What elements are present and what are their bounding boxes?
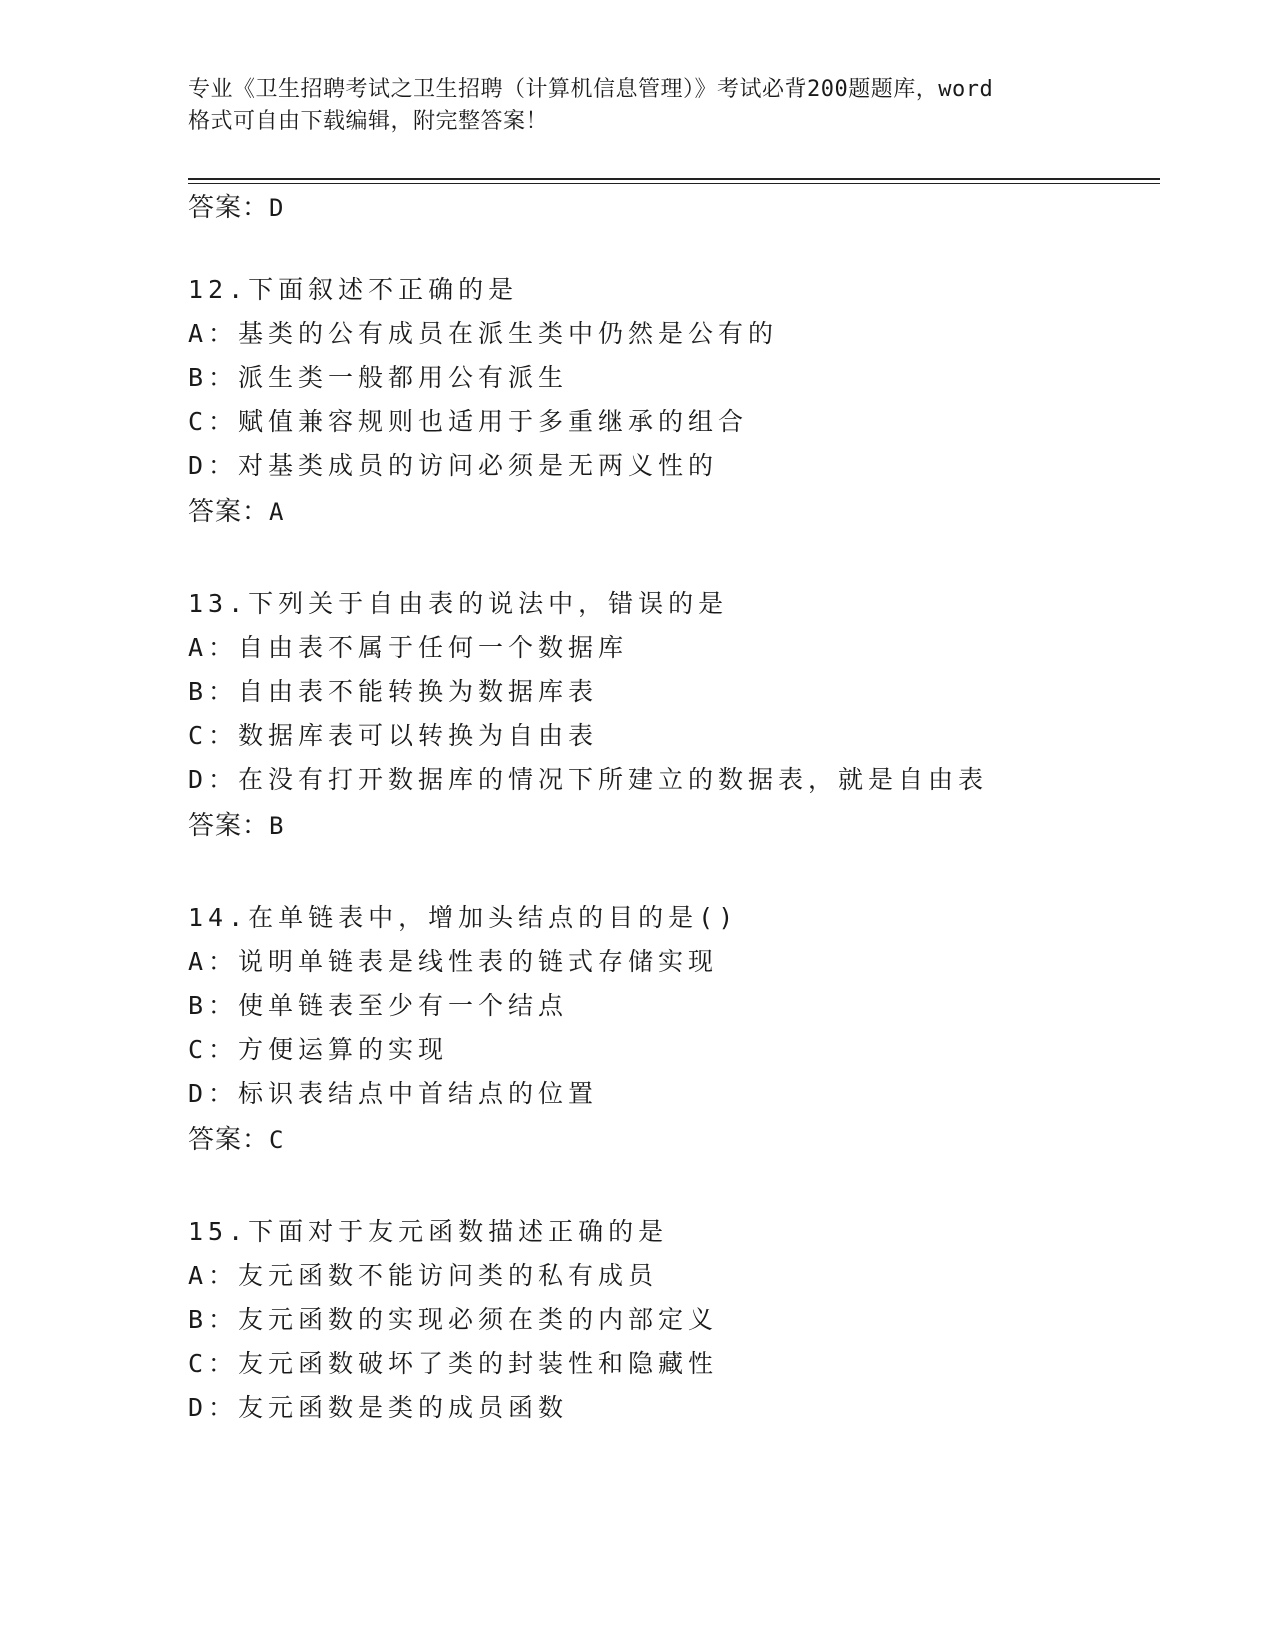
option-b: B：使单链表至少有一个结点 — [188, 991, 569, 1020]
answer-value: B — [269, 812, 285, 840]
header-divider-thin — [188, 183, 1160, 184]
question-text: 12.下面叙述不正确的是 — [188, 275, 519, 304]
option-a: A：友元函数不能访问类的私有成员 — [188, 1261, 659, 1290]
answer — [188, 1122, 284, 1158]
option-d: D：在没有打开数据库的情况下所建立的数据表，就是自由表 — [188, 765, 989, 794]
option-a: A：说明单链表是线性表的链式存储实现 — [188, 947, 719, 976]
answer — [188, 494, 284, 530]
question-text: 13.下列关于自由表的说法中，错误的是 — [188, 589, 729, 618]
question-text: 14.在单链表中，增加头结点的目的是() — [188, 903, 739, 932]
option-d: D：对基类成员的访问必须是无两义性的 — [188, 451, 719, 480]
answer-value: D — [269, 194, 285, 222]
option-c: C：数据库表可以转换为自由表 — [188, 721, 599, 750]
option-c: C：友元函数破坏了类的封装性和隐藏性 — [188, 1349, 719, 1378]
answer — [188, 808, 284, 844]
option-a: A：基类的公有成员在派生类中仍然是公有的 — [188, 319, 779, 348]
option-b: B：友元函数的实现必须在类的内部定义 — [188, 1305, 719, 1334]
header-divider-thick — [188, 178, 1160, 180]
answer-value: A — [269, 498, 285, 526]
option-c: C：赋值兼容规则也适用于多重继承的组合 — [188, 407, 749, 436]
option-b: B：派生类一般都用公有派生 — [188, 363, 569, 392]
option-b: B：自由表不能转换为数据库表 — [188, 677, 599, 706]
header-line-1: 专业《卫生招聘考试之卫生招聘（计算机信息管理）》考试必背200题题库，word — [188, 77, 994, 102]
answer-label: 答案： — [188, 1125, 270, 1155]
option-d: D：标识表结点中首结点的位置 — [188, 1079, 599, 1108]
option-a: A：自由表不属于任何一个数据库 — [188, 633, 629, 662]
option-c: C：方便运算的实现 — [188, 1035, 449, 1064]
answer-label: 答案： — [188, 811, 270, 841]
option-d: D：友元函数是类的成员函数 — [188, 1393, 569, 1422]
document-header — [188, 74, 1088, 138]
answer-label: 答案： — [188, 193, 270, 223]
question-text: 15.下面对于友元函数描述正确的是 — [188, 1217, 669, 1246]
answer-previous — [188, 190, 284, 226]
answer-value: C — [269, 1126, 285, 1154]
header-line-2: 格式可自由下载编辑，附完整答案！ — [188, 109, 549, 134]
answer-label: 答案： — [188, 497, 270, 527]
